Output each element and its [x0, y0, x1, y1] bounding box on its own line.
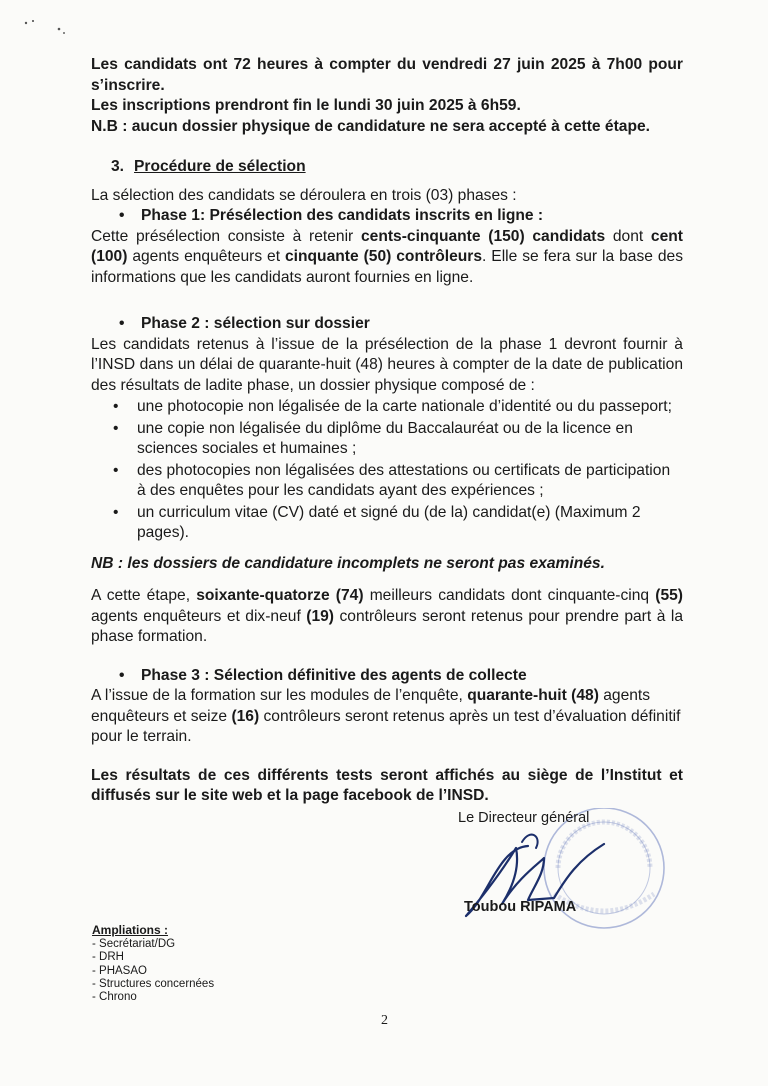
- results-notice: Les résultats de ces différents tests seront affichés au siège de l’Institut et diffusés sur le site web et la page facebook de l’INSD.: [91, 766, 683, 804]
- nb-incomplete-files: NB : les dossiers de candidature incomplets ne seront pas examinés.: [91, 554, 605, 572]
- list-item: - Structures concernées: [92, 977, 215, 990]
- list-item: • une copie non légalisée du diplôme du Baccalauréat ou de la licence en sciences sociales et humaines ;: [113, 419, 633, 457]
- official-stamp-and-signature: [458, 808, 698, 938]
- scan-speck-marks: [22, 18, 72, 38]
- signatory-title: Le Directeur général: [458, 810, 590, 826]
- registration-deadline: Les inscriptions prendront fin le lundi 30 juin 2025 à 6h59.: [91, 97, 521, 114]
- signatory-name: Toubou RIPAMA: [464, 899, 577, 915]
- phase2-heading: • Phase 2 : sélection sur dossier: [119, 315, 370, 332]
- registration-notice: [91, 55, 683, 137]
- ampliations-title: Ampliations :: [92, 923, 169, 937]
- phase3-text: A l’issue de la formation sur les modules de l’enquête, quarante-huit (48) agents enquêteurs et seize (16) contrôleurs seront retenus après un test d’évaluation définitif pour le terrain.: [91, 687, 681, 745]
- registration-period: Les candidats ont 72 heures à compter du vendredi 27 juin 2025 à 7h00 pour s’inscrire.: [91, 56, 683, 94]
- phase1-text: Cette présélection consiste à retenir cents-cinquante (150) candidats dont cent (100) agents enquêteurs et cinquante (50) contrôleurs. Elle se fera sur la base des informations que les candidats auront fournies en ligne.: [91, 227, 683, 286]
- phase2-text: Les candidats retenus à l’issue de la présélection de la phase 1 devront fournir à l’INSD dans un délai de quarante-huit (48) heures à compter de la date de publication des résultats de ladite phase, un dossier physique composé de :: [91, 335, 683, 394]
- section-heading: 3. Procédure de sélection: [111, 158, 306, 175]
- page-number: 2: [381, 1013, 388, 1028]
- list-item: • un curriculum vitae (CV) daté et signé du (de la) candidat(e) (Maximum 2 pages).: [113, 503, 641, 541]
- signature-block: [458, 808, 698, 938]
- phase1-heading: • Phase 1: Présélection des candidats inscrits en ligne :: [119, 207, 544, 224]
- document-body: [91, 55, 683, 807]
- phase2-result: A cette étape, soixante-quatorze (74) meilleurs candidats dont cinquante-cinq (55) agents enquêteurs et dix-neuf (19) contrôleurs seront retenus pour prendre part à la phase formation.: [91, 587, 683, 645]
- list-item: - Secrétariat/DG: [92, 938, 176, 951]
- section-lead: La sélection des candidats se déroulera en trois (03) phases :: [91, 186, 517, 204]
- required-documents-list: [91, 397, 683, 544]
- list-item: - PHASAO: [92, 964, 147, 977]
- phase3-heading: • Phase 3 : Sélection définitive des agents de collecte: [119, 666, 527, 684]
- nb-no-physical-file: N.B : aucun dossier physique de candidature ne sera accepté à cette étape.: [91, 117, 650, 135]
- list-item: • une photocopie non légalisée de la carte nationale d’identité ou du passeport;: [113, 398, 672, 415]
- list-item: • des photocopies non légalisées des attestations ou certificats de participation à des enquêtes pour les candidats ayant des expériences ;: [113, 461, 671, 499]
- ampliations-block: [92, 924, 214, 1004]
- list-item: - DRH: [92, 951, 124, 964]
- list-item: - Chrono: [92, 991, 137, 1004]
